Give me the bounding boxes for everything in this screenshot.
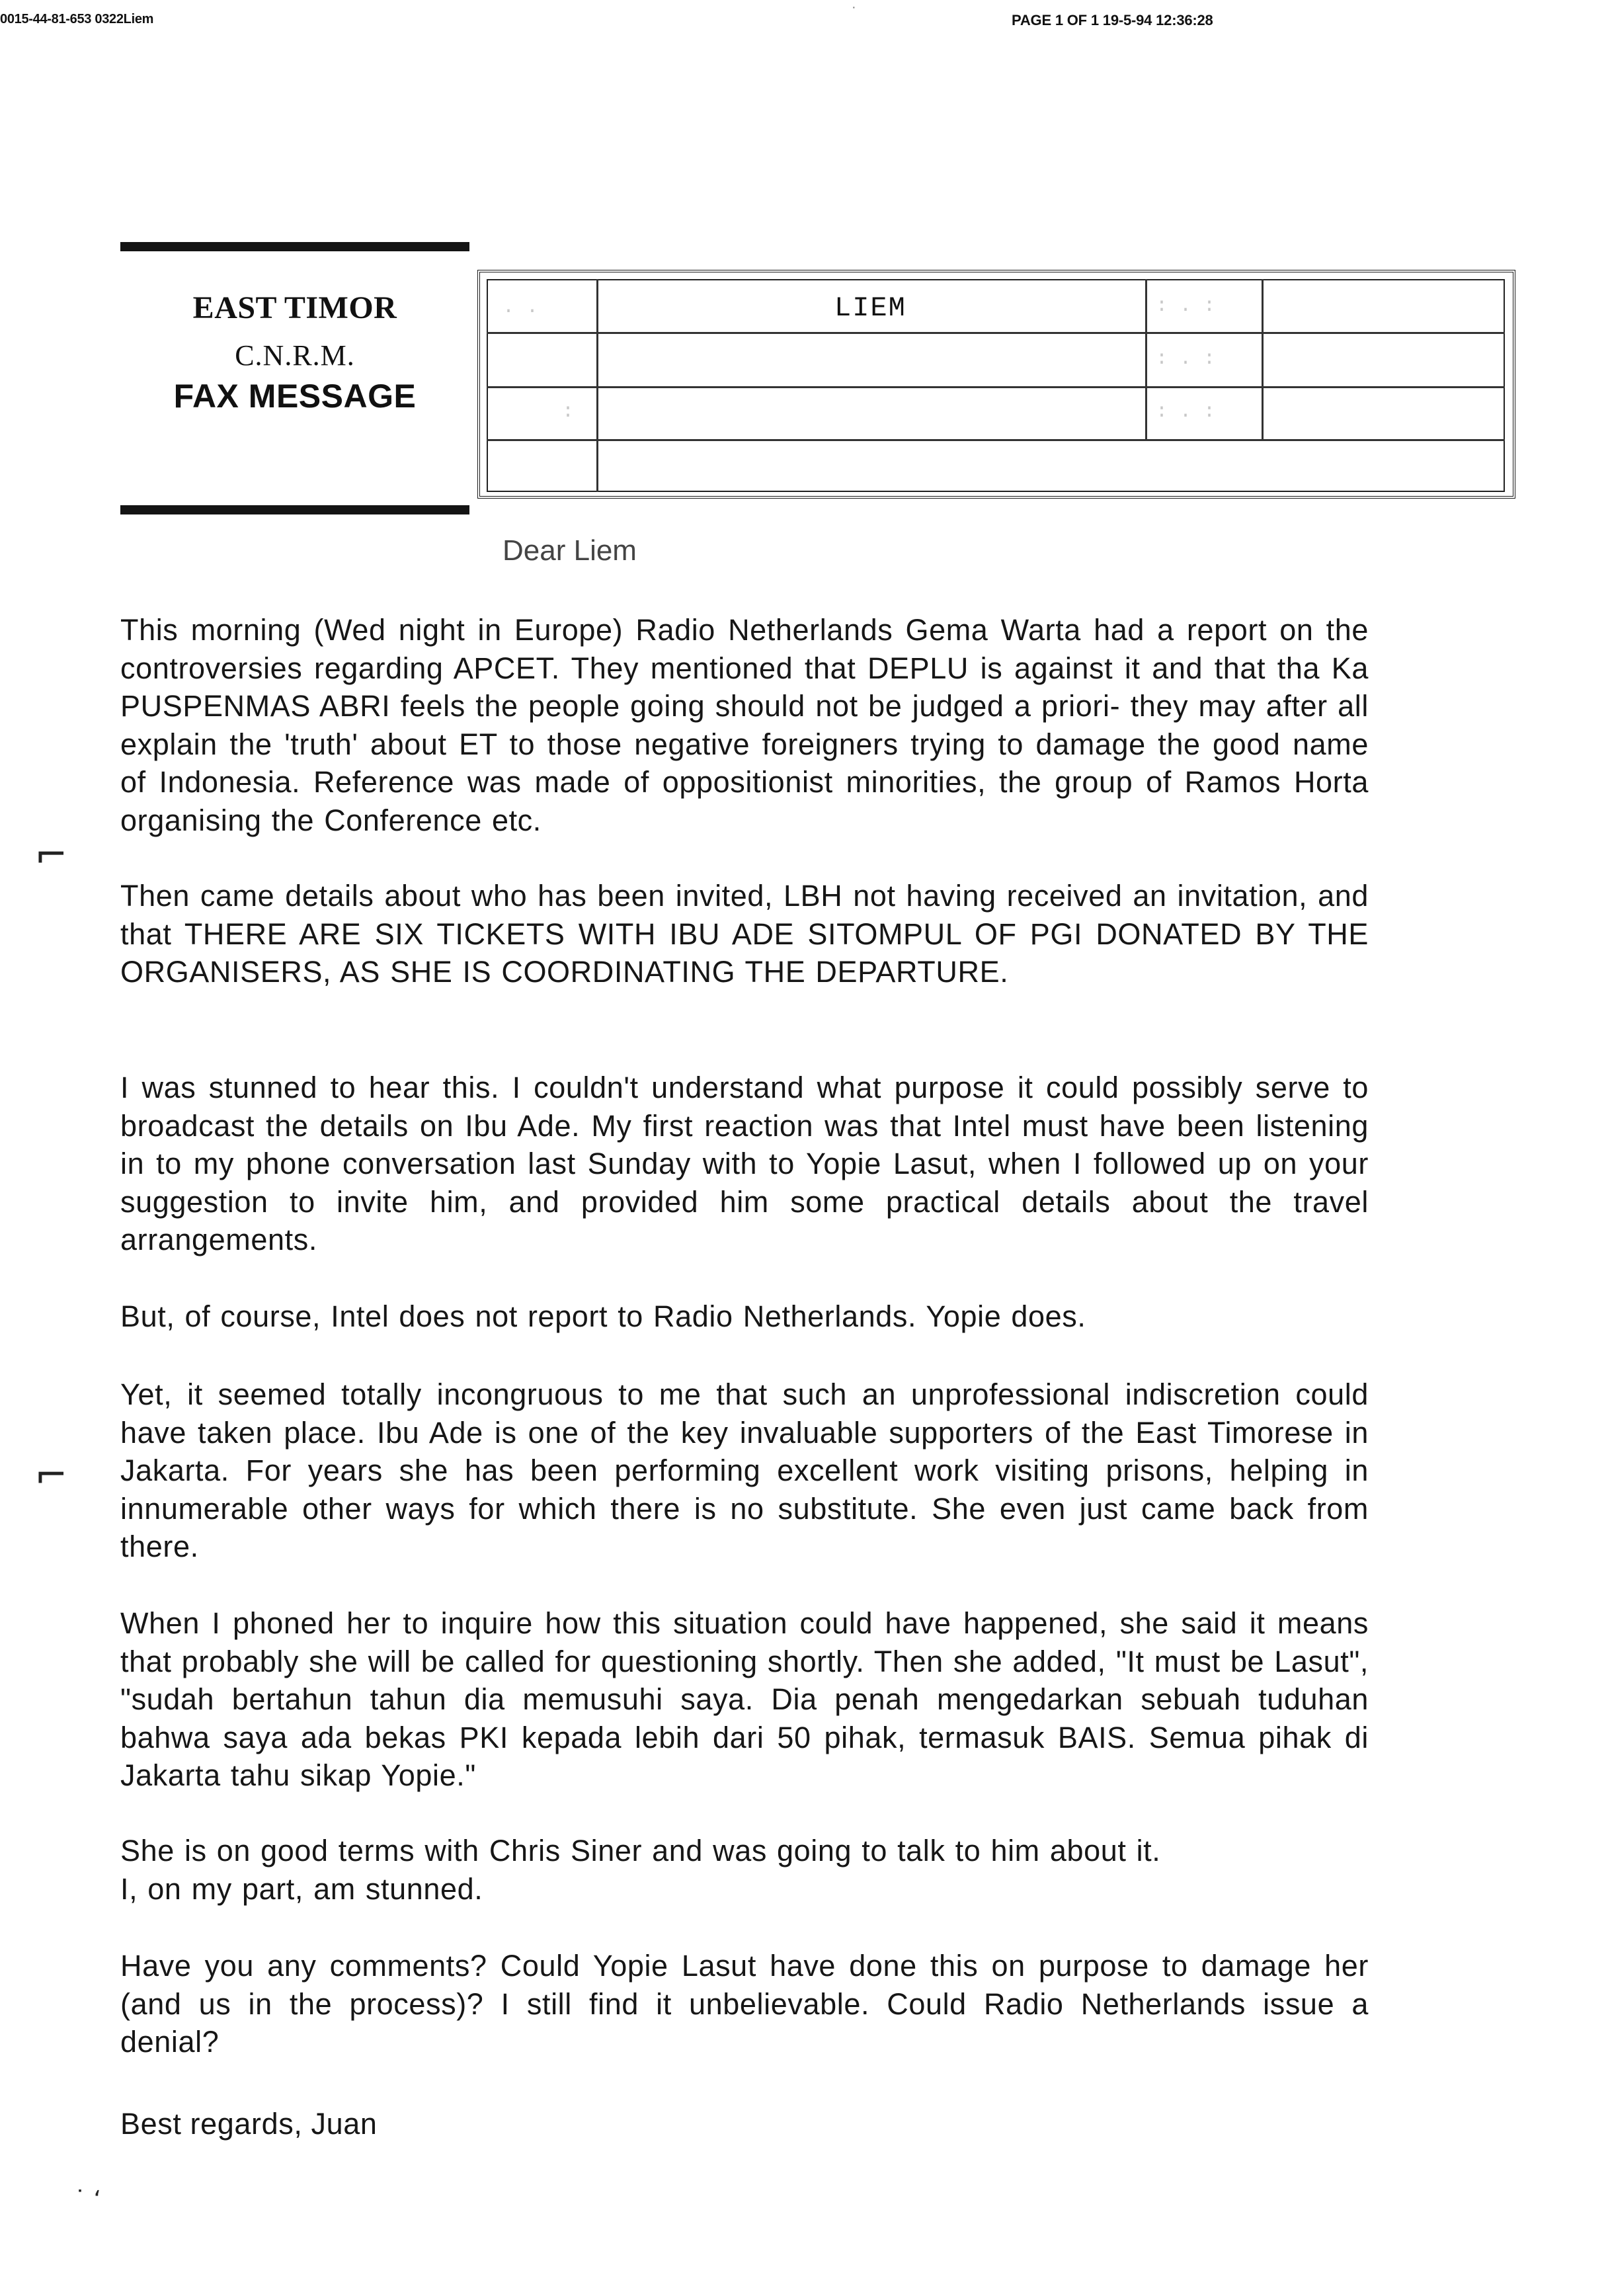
paragraph-chris-siner: She is on good terms with Chris Siner and was going to talk to him about it. I, on my part, am stunned. bbox=[120, 1834, 1161, 1906]
form-faded-label: : . : bbox=[1156, 401, 1216, 423]
form-faded-label: : . : bbox=[1156, 295, 1216, 317]
form-col-divider bbox=[1262, 279, 1264, 440]
paragraph-incongruous: Yet, it seemed totally incongruous to me that such an unprofessional indiscretion could have taken place. Ibu Ade is one of the key invaluable supporters of the East Timorese in Jakarta. For years she has been performing excellent work visiting prisons, helping in innumerable other ways for which there is no substitute. She even just came back from there. bbox=[120, 1377, 1369, 1563]
letterhead-top-bar bbox=[120, 242, 469, 251]
fax-form-inner-border bbox=[487, 279, 1505, 492]
form-row-divider bbox=[487, 332, 1505, 334]
scan-speck: · bbox=[852, 0, 856, 15]
form-row-divider bbox=[487, 439, 1505, 441]
form-col-divider bbox=[1145, 279, 1147, 440]
fax-to-value: LIEM bbox=[834, 292, 906, 324]
form-row-divider bbox=[487, 386, 1505, 388]
paragraph-invitation-details: Then came details about who has been invited, LBH not having received an invitation, and that THERE ARE SIX TICKETS WITH IBU ADE SITOMPUL OF PGI DONATED BY THE ORGANISERS, AS SHE IS COORDINATING THE DEPARTURE. bbox=[120, 879, 1369, 989]
paragraph-comments: Have you any comments? Could Yopie Lasut have done this on purpose to damage her (and us in the process)? I still find it unbelievable. Could Radio Netherlands issue a denial? bbox=[120, 1949, 1369, 2059]
letterhead-bottom-bar bbox=[120, 505, 469, 514]
paragraph-phone-call: When I phoned her to inquire how this situation could have happened, she said it means that probably she will be called for questioning shortly. Then she added, "It must be Lasut", "sudah bertahun tahun dia memusuhi saya. Dia penah mengedarkan sebuah tuduhan bahwa saya ada bekas PKI kepada lebih dari 50 pihak, termasuk BAIS. Semua pihak di Jakarta tahu sikap Yopie." bbox=[120, 1606, 1369, 1792]
fax-page-header: PAGE 1 OF 1 19-5-94 12:36:28 bbox=[1012, 12, 1213, 28]
fax-sender-header: 0015-44-81-653 0322Liem bbox=[0, 12, 154, 26]
form-faded-label: . . bbox=[502, 296, 539, 319]
paragraph-radio-report: This morning (Wed night in Europe) Radio Netherlands Gema Warta had a report on the controversies regarding APCET. They mentioned that DEPLU is against it and that tha Ka PUSPENMAS ABRI feels the people going should not be judged a priori- they may after all explain the 'truth' about ET to those negative foreigners trying to damage the good name of Indonesia. Reference was made of oppositionist minorities, the group of Ramos Horta organising the Conference etc. bbox=[120, 613, 1369, 837]
signoff: Best regards, Juan bbox=[120, 2107, 378, 2141]
paragraph-stunned: I was stunned to hear this. I couldn't understand what purpose it could possibly serve to broadcast the details on Ibu Ade. My first reaction was that Intel must have been listening in to my phone conversation last Sunday with to Yopie Lasut, when I followed up on your suggestion to invite him, and provided him some practical details about the travel arrangements. bbox=[120, 1071, 1369, 1256]
footer-scribble-mark: ˙ ʻ bbox=[74, 2186, 101, 2213]
form-faded-label: : bbox=[562, 401, 575, 423]
salutation: Dear Liem bbox=[502, 534, 637, 567]
paragraph-intel: But, of course, Intel does not report to Radio Netherlands. Yopie does. bbox=[120, 1299, 1086, 1333]
form-faded-label: : . : bbox=[1156, 348, 1216, 370]
form-col-divider bbox=[596, 279, 598, 492]
letterhead-fax-message: FAX MESSAGE bbox=[173, 378, 417, 415]
margin-tick-mark: ⌐ bbox=[34, 832, 68, 878]
margin-tick-mark: ⌐ bbox=[34, 1452, 68, 1498]
letterhead-cnrm: C.N.R.M. bbox=[235, 339, 355, 372]
letterhead-org: EAST TIMOR bbox=[192, 290, 397, 325]
